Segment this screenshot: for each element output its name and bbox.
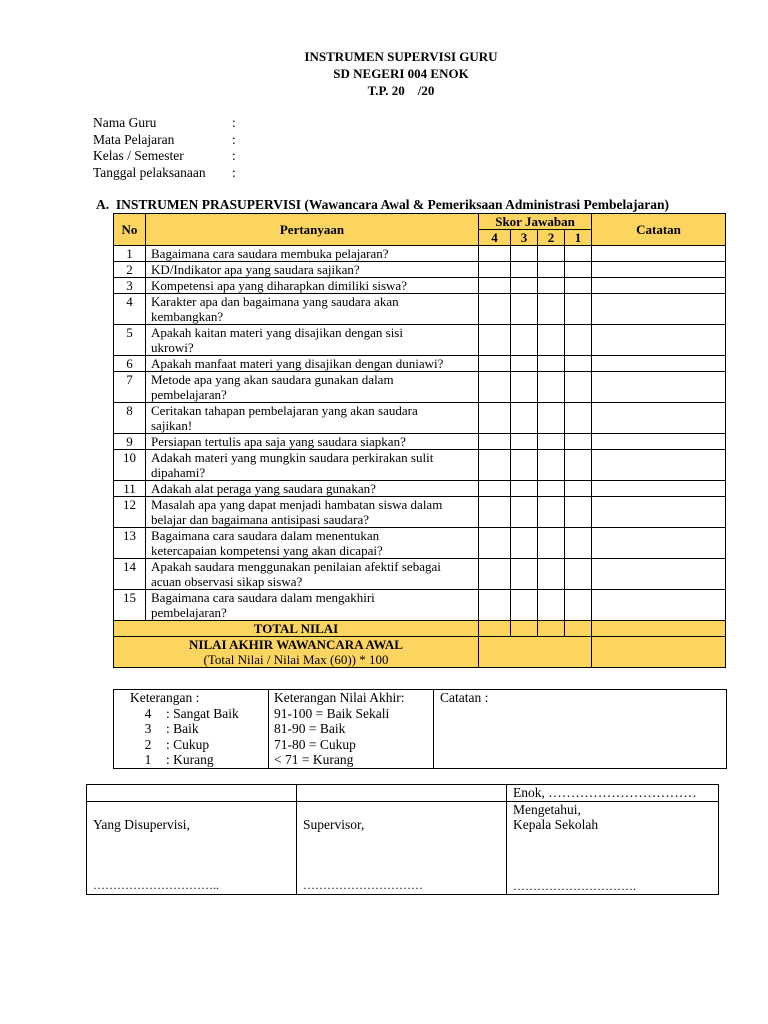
notes-cell[interactable] [592,356,726,372]
table-row [114,481,726,497]
score-cell-2[interactable] [538,356,565,372]
final-score-legend [269,690,434,769]
principal-label: Kepala Sekolah [513,817,599,832]
score-cell-4[interactable] [479,450,511,481]
score-cell-4[interactable] [479,262,511,278]
score-cell-2[interactable] [538,262,565,278]
notes-cell[interactable] [592,262,726,278]
score-cell-3[interactable] [511,497,538,528]
question-text: KD/Indikator apa yang saudara sajikan? [151,262,360,277]
sign-supervisee [87,801,297,895]
score-cell-1[interactable] [565,403,592,434]
acknowledged-label: Mengetahui, [513,801,581,817]
info-separator: : [232,131,236,147]
score-cell-2[interactable] [538,403,565,434]
supervisor-label: Supervisor, [303,816,365,832]
question-text: Apakah kaitan materi yang disajikan dengan sisi [151,325,403,340]
score-legend [114,690,269,769]
total-score-3[interactable] [511,621,538,637]
question-rows [114,246,726,621]
info-label: Nama Guru [93,115,157,130]
question-text: Apakah manfaat materi yang disajikan dengan duniawi? [151,356,444,371]
teacher-info [93,115,236,181]
score-cell-4[interactable] [479,559,511,590]
final-legend-item: 81-90 = Baik [274,721,346,736]
score-cell-4[interactable] [479,434,511,450]
sign-top-left [87,785,297,802]
score-level-2: 2 [538,230,565,246]
info-separator: : [232,148,236,163]
score-cell-4[interactable] [479,590,511,621]
legend-number: 2 [144,736,152,752]
document-header [0,48,768,99]
info-label: Mata Pelajaran [93,131,175,147]
notes-cell[interactable] [592,450,726,481]
info-row [93,132,236,149]
legend-item [130,706,268,722]
score-cell-1[interactable] [565,450,592,481]
legend-table [113,689,727,769]
notes-cell[interactable] [592,403,726,434]
total-score-1[interactable] [565,621,592,637]
score-cell-1[interactable] [565,481,592,497]
score-cell-1[interactable] [565,278,592,294]
notes-cell[interactable] [592,590,726,621]
score-cell-1[interactable] [565,372,592,403]
legend-label: : Kurang [166,752,214,767]
table-row [114,528,726,559]
score-cell-2[interactable] [538,294,565,325]
question-text-cont: pembelajaran? [151,605,227,620]
score-cell-1[interactable] [565,559,592,590]
score-level-3: 3 [511,230,538,246]
legend-item [130,737,268,753]
table-row [114,497,726,528]
info-row [93,148,236,165]
question-text: Masalah apa yang dapat menjadi hambatan siswa dalam [151,497,443,512]
row-number: 13 [114,528,146,559]
final-legend-item: 71-80 = Cukup [274,736,356,752]
score-cell-4[interactable] [479,294,511,325]
final-legend-item: 91-100 = Baik Sekali [274,705,390,721]
row-number: 3 [114,278,146,294]
legend-number: 4 [144,705,152,721]
question-text-cont: belajar dan bagaimana antisipasi saudara? [151,512,370,527]
legend-label: : Sangat Baik [166,705,239,721]
score-cell-2[interactable] [538,590,565,621]
info-label: Kelas / Semester [93,148,184,163]
supervisee-signature-line: ………………………….. [93,878,219,892]
question-text: Bagaimana cara saudara dalam menentukan [151,528,380,543]
sign-principal [507,801,719,895]
score-cell-3[interactable] [511,294,538,325]
score-cell-1[interactable] [565,528,592,559]
notes-box[interactable] [434,690,727,769]
signature-table [86,784,719,895]
final-legend-title: Keterangan Nilai Akhir: [274,690,405,705]
score-cell-2[interactable] [538,450,565,481]
score-cell-3[interactable] [511,246,538,262]
info-row [93,165,236,182]
score-cell-2[interactable] [538,372,565,403]
score-cell-3[interactable] [511,403,538,434]
score-cell-1[interactable] [565,262,592,278]
total-score-2[interactable] [538,621,565,637]
table-row [114,450,726,481]
table-row [114,434,726,450]
final-label: NILAI AKHIR WAWANCARA AWAL [189,637,403,652]
score-cell-1[interactable] [565,325,592,356]
score-cell-1[interactable] [565,590,592,621]
question-cell [146,325,479,356]
question-cell [146,246,479,262]
question-text-cont: sajikan! [151,418,193,433]
row-number: 12 [114,497,146,528]
row-number: 10 [114,450,146,481]
question-cell [146,262,479,278]
score-cell-3[interactable] [511,325,538,356]
notes-cell[interactable] [592,481,726,497]
final-notes-cell[interactable] [592,637,726,668]
score-cell-2[interactable] [538,559,565,590]
notes-cell[interactable] [592,372,726,403]
supervisor-signature-line: ………………………… [303,878,423,892]
table-row [114,356,726,372]
final-cell [114,637,479,668]
row-number: 8 [114,403,146,434]
col-question-header: Pertanyaan [146,214,479,246]
table-row [114,403,726,434]
question-text: Ceritakan tahapan pembelajaran yang akan saudara [151,403,418,418]
score-cell-2[interactable] [538,278,565,294]
col-score-header: Skor Jawaban [479,214,592,230]
score-cell-3[interactable] [511,590,538,621]
question-cell [146,294,479,325]
question-text-cont: acuan observasi sikap siswa? [151,574,303,589]
question-text-cont: dipahami? [151,465,206,480]
table-row [114,246,726,262]
question-text: Persiapan tertulis apa saja yang saudara siapkan? [151,434,406,449]
question-cell [146,481,479,497]
question-text-cont: kembangkan? [151,309,224,324]
row-number: 7 [114,372,146,403]
score-level-4: 4 [479,230,511,246]
question-text: Metode apa yang akan saudara gunakan dalam [151,372,394,387]
table-row [114,590,726,621]
score-cell-3[interactable] [511,450,538,481]
score-cell-4[interactable] [479,372,511,403]
legend-item [130,752,268,768]
total-notes[interactable] [592,621,726,637]
question-cell [146,356,479,372]
score-cell-4[interactable] [479,325,511,356]
question-cell [146,372,479,403]
question-text: Apakah saudara menggunakan penilaian afektif sebagai [151,559,441,574]
score-cell-2[interactable] [538,325,565,356]
score-cell-3[interactable] [511,481,538,497]
col-notes-header: Catatan [592,214,726,246]
question-text-cont: ketercapaian kompetensi yang akan dicapai? [151,543,383,558]
score-cell-3[interactable] [511,356,538,372]
score-cell-4[interactable] [479,278,511,294]
sign-supervisor [297,801,507,895]
notes-cell[interactable] [592,559,726,590]
question-text: Adakah alat peraga yang saudara gunakan? [151,481,376,496]
final-row [114,637,726,668]
score-cell-3[interactable] [511,559,538,590]
question-cell [146,497,479,528]
info-separator: : [232,115,236,130]
info-label: Tanggal pelaksanaan [93,164,206,180]
score-cell-2[interactable] [538,434,565,450]
question-cell [146,403,479,434]
table-row [114,262,726,278]
question-text-cont: pembelajaran? [151,387,227,402]
score-cell-1[interactable] [565,294,592,325]
notes-cell[interactable] [592,434,726,450]
notes-cell[interactable] [592,294,726,325]
question-text: Adakah materi yang mungkin saudara perkirakan sulit [151,450,434,465]
question-cell [146,278,479,294]
score-cell-4[interactable] [479,528,511,559]
question-text: Kompetensi apa yang diharapkan dimiliki siswa? [151,278,407,293]
score-cell-4[interactable] [479,497,511,528]
score-level-1: 1 [565,230,592,246]
score-cell-3[interactable] [511,278,538,294]
question-text: Karakter apa dan bagaimana yang saudara akan [151,294,399,309]
notes-cell[interactable] [592,278,726,294]
score-cell-3[interactable] [511,434,538,450]
question-cell [146,528,479,559]
row-number: 2 [114,262,146,278]
score-cell-1[interactable] [565,497,592,528]
table-row [114,325,726,356]
score-cell-4[interactable] [479,481,511,497]
score-cell-3[interactable] [511,262,538,278]
score-cell-2[interactable] [538,246,565,262]
notes-label: Catatan : [440,690,489,705]
row-number: 11 [114,481,146,497]
question-cell [146,590,479,621]
notes-cell[interactable] [592,497,726,528]
score-cell-3[interactable] [511,372,538,403]
row-number: 4 [114,294,146,325]
score-cell-2[interactable] [538,528,565,559]
row-number: 6 [114,356,146,372]
score-cell-1[interactable] [565,356,592,372]
row-number: 15 [114,590,146,621]
row-number: 5 [114,325,146,356]
question-cell [146,434,479,450]
question-cell [146,450,479,481]
notes-cell[interactable] [592,528,726,559]
info-row [93,115,236,132]
score-cell-2[interactable] [538,481,565,497]
question-cell [146,559,479,590]
row-number: 14 [114,559,146,590]
table-row [114,278,726,294]
score-cell-4[interactable] [479,246,511,262]
header-title: INSTRUMEN SUPERVISI GURU [304,49,498,64]
final-score-cell[interactable] [479,637,592,668]
table-row [114,294,726,325]
row-number: 9 [114,434,146,450]
score-legend-title: Keterangan : [130,690,200,705]
total-row [114,621,726,637]
legend-label: : Cukup [166,736,210,752]
question-text: Bagaimana cara saudara dalam mengakhiri [151,590,375,605]
score-cell-4[interactable] [479,403,511,434]
supervisee-label: Yang Disupervisi, [93,816,190,832]
score-cell-4[interactable] [479,356,511,372]
score-cell-1[interactable] [565,246,592,262]
table-row [114,372,726,403]
question-text: Bagaimana cara saudara membuka pelajaran? [151,246,389,261]
col-no-header: No [114,214,146,246]
header-school: SD NEGERI 004 ENOK [333,66,469,81]
place-date: Enok, …………………………… [507,785,719,802]
total-label: TOTAL NILAI [114,621,479,637]
principal-signature-line: …………………………. [513,878,636,893]
legend-number: 1 [144,752,152,767]
info-separator: : [232,164,236,180]
score-cell-2[interactable] [538,497,565,528]
final-formula: (Total Nilai / Nilai Max (60)) * 100 [203,652,389,667]
notes-cell[interactable] [592,325,726,356]
row-number: 1 [114,246,146,262]
legend-label: : Baik [166,721,199,736]
notes-cell[interactable] [592,246,726,262]
question-text-cont: ukrowi? [151,340,194,355]
sign-top-middle [297,785,507,802]
final-legend-item: < 71 = Kurang [274,752,354,767]
legend-item [130,721,268,737]
section-a-title: A. INSTRUMEN PRASUPERVISI (Wawancara Awal & Pemeriksaan Administrasi Pembelajaran) [96,197,670,212]
header-school-year: T.P. 20 /20 [367,83,435,98]
legend-number: 3 [144,721,152,736]
score-cell-3[interactable] [511,528,538,559]
supervision-table [113,213,726,668]
total-score-4[interactable] [479,621,511,637]
table-row [114,559,726,590]
score-cell-1[interactable] [565,434,592,450]
